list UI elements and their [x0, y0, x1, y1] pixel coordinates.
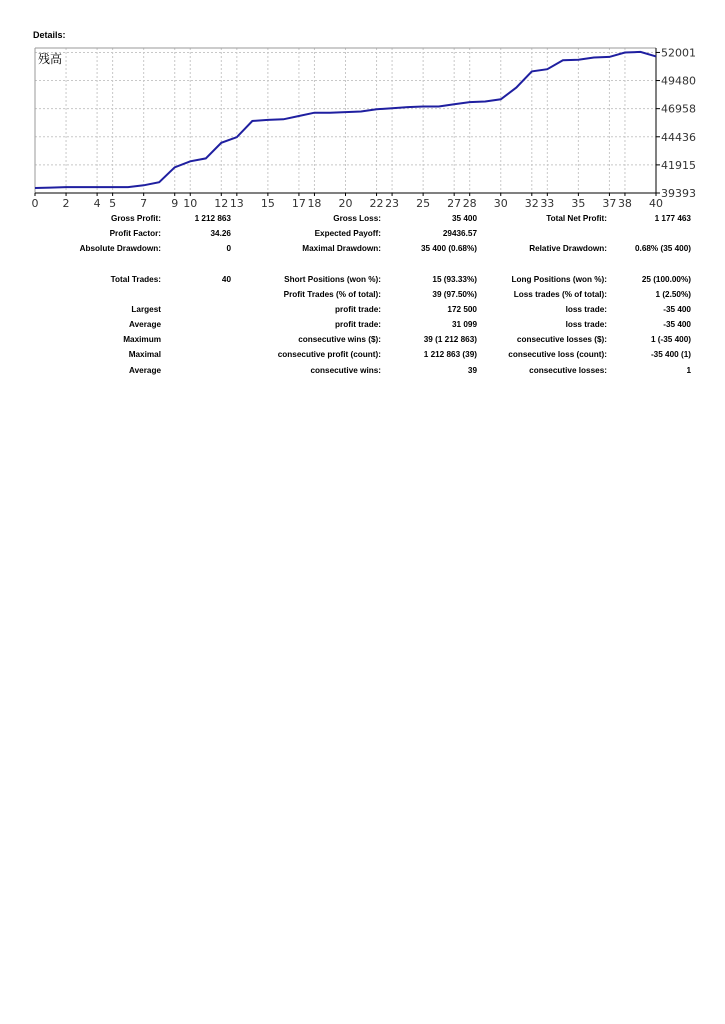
total-trades-label: Total Trades:	[110, 275, 161, 284]
x-tick-label: 32	[524, 197, 539, 210]
long-positions-label: Long Positions (won %):	[511, 275, 607, 284]
avg-consec-losses-value: 1	[686, 366, 691, 375]
max-consec-losses-value: 1 (-35 400)	[650, 335, 691, 344]
x-tick-label: 17	[291, 197, 306, 210]
expected-payoff-label: Expected Payoff:	[314, 229, 381, 238]
average-profit-label: profit trade:	[335, 320, 381, 329]
relative-drawdown-value: 0.68% (35 400)	[635, 244, 691, 253]
x-tick-label: 5	[109, 197, 117, 210]
y-tick-label: 44436	[661, 130, 696, 144]
x-tick-label: 20	[338, 197, 353, 210]
x-tick-label: 10	[183, 197, 198, 210]
x-tick-label: 13	[229, 197, 244, 210]
x-tick-label: 33	[540, 197, 555, 210]
profit-trades-value: 39 (97.50%)	[432, 290, 477, 299]
maximal-drawdown-value: 35 400 (0.68%)	[421, 244, 477, 253]
maximal-label: Maximal	[128, 350, 161, 359]
long-positions-value: 25 (100.00%)	[641, 275, 691, 284]
x-tick-label: 23	[385, 197, 400, 210]
avg-consec-losses-label: consecutive losses:	[529, 366, 607, 375]
x-tick-label: 28	[462, 197, 477, 210]
average-loss-label: loss trade:	[565, 320, 607, 329]
total-trades-value: 40	[221, 275, 231, 284]
x-tick-label: 4	[93, 197, 101, 210]
y-tick-label: 39393	[661, 187, 696, 200]
avg-consec-wins-value: 39	[467, 366, 477, 375]
x-tick-label: 9	[171, 197, 179, 210]
avg-consec-wins-label: consecutive wins:	[310, 366, 381, 375]
total-net-profit-label: Total Net Profit:	[546, 214, 607, 223]
largest-profit-value: 172 500	[447, 305, 477, 314]
gross-loss-value: 35 400	[451, 214, 477, 223]
maximal-consec-loss-value: -35 400 (1)	[650, 350, 691, 359]
profit-trades-label: Profit Trades (% of total):	[283, 290, 381, 299]
x-tick-label: 25	[416, 197, 431, 210]
x-tick-label: 37	[602, 197, 617, 210]
maximal-consec-profit-label: consecutive profit (count):	[277, 350, 381, 359]
loss-trades-label: Loss trades (% of total):	[513, 290, 607, 299]
profit-factor-label: Profit Factor:	[109, 229, 161, 238]
x-tick-label: 27	[447, 197, 462, 210]
x-tick-label: 18	[307, 197, 322, 210]
average-loss-value: -35 400	[663, 320, 691, 329]
x-tick-label: 35	[571, 197, 586, 210]
max-consec-wins-value: 39 (1 212 863)	[423, 335, 477, 344]
maximum-label: Maximum	[123, 335, 161, 344]
gross-loss-label: Gross Loss:	[333, 214, 381, 223]
largest-profit-label: profit trade:	[335, 305, 381, 314]
short-positions-label: Short Positions (won %):	[284, 275, 381, 284]
chart-title: 残高	[38, 52, 63, 66]
y-tick-label: 46958	[661, 102, 696, 116]
largest-loss-label: loss trade:	[565, 305, 607, 314]
profit-factor-value: 34.26	[210, 229, 231, 238]
max-consec-losses-label: consecutive losses ($):	[516, 335, 607, 344]
average-profit-value: 31 099	[451, 320, 477, 329]
x-tick-label: 40	[649, 197, 663, 210]
maximal-drawdown-label: Maximal Drawdown:	[302, 244, 381, 253]
average-consec-label: Average	[128, 366, 161, 375]
short-positions-value: 15 (93.33%)	[432, 275, 477, 284]
x-tick-label: 0	[31, 197, 39, 210]
absolute-drawdown-label: Absolute Drawdown:	[79, 244, 161, 253]
y-tick-label: 52001	[661, 46, 696, 60]
gross-profit-value: 1 212 863	[194, 214, 231, 223]
loss-trades-value: 1 (2.50%)	[655, 290, 691, 299]
x-tick-label: 38	[617, 197, 632, 210]
average-label: Average	[128, 320, 161, 329]
x-tick-label: 22	[369, 197, 384, 210]
page-title: Details:	[33, 30, 66, 40]
largest-label: Largest	[131, 305, 161, 314]
largest-loss-value: -35 400	[663, 305, 691, 314]
maximal-consec-loss-label: consecutive loss (count):	[508, 350, 607, 359]
absolute-drawdown-value: 0	[226, 244, 231, 253]
y-tick-label: 41915	[661, 158, 696, 172]
total-net-profit-value: 1 177 463	[654, 214, 691, 223]
x-tick-label: 30	[493, 197, 508, 210]
x-tick-label: 7	[140, 197, 148, 210]
x-tick-label: 15	[260, 197, 275, 210]
x-tick-label: 12	[214, 197, 229, 210]
max-consec-wins-label: consecutive wins ($):	[298, 335, 381, 344]
y-tick-label: 49480	[661, 74, 696, 88]
gross-profit-label: Gross Profit:	[110, 214, 161, 223]
x-tick-label: 2	[62, 197, 70, 210]
expected-payoff-value: 29436.57	[442, 229, 477, 238]
maximal-consec-profit-value: 1 212 863 (39)	[423, 350, 477, 359]
statistics-table	[0, 0, 725, 400]
relative-drawdown-label: Relative Drawdown:	[529, 244, 607, 253]
